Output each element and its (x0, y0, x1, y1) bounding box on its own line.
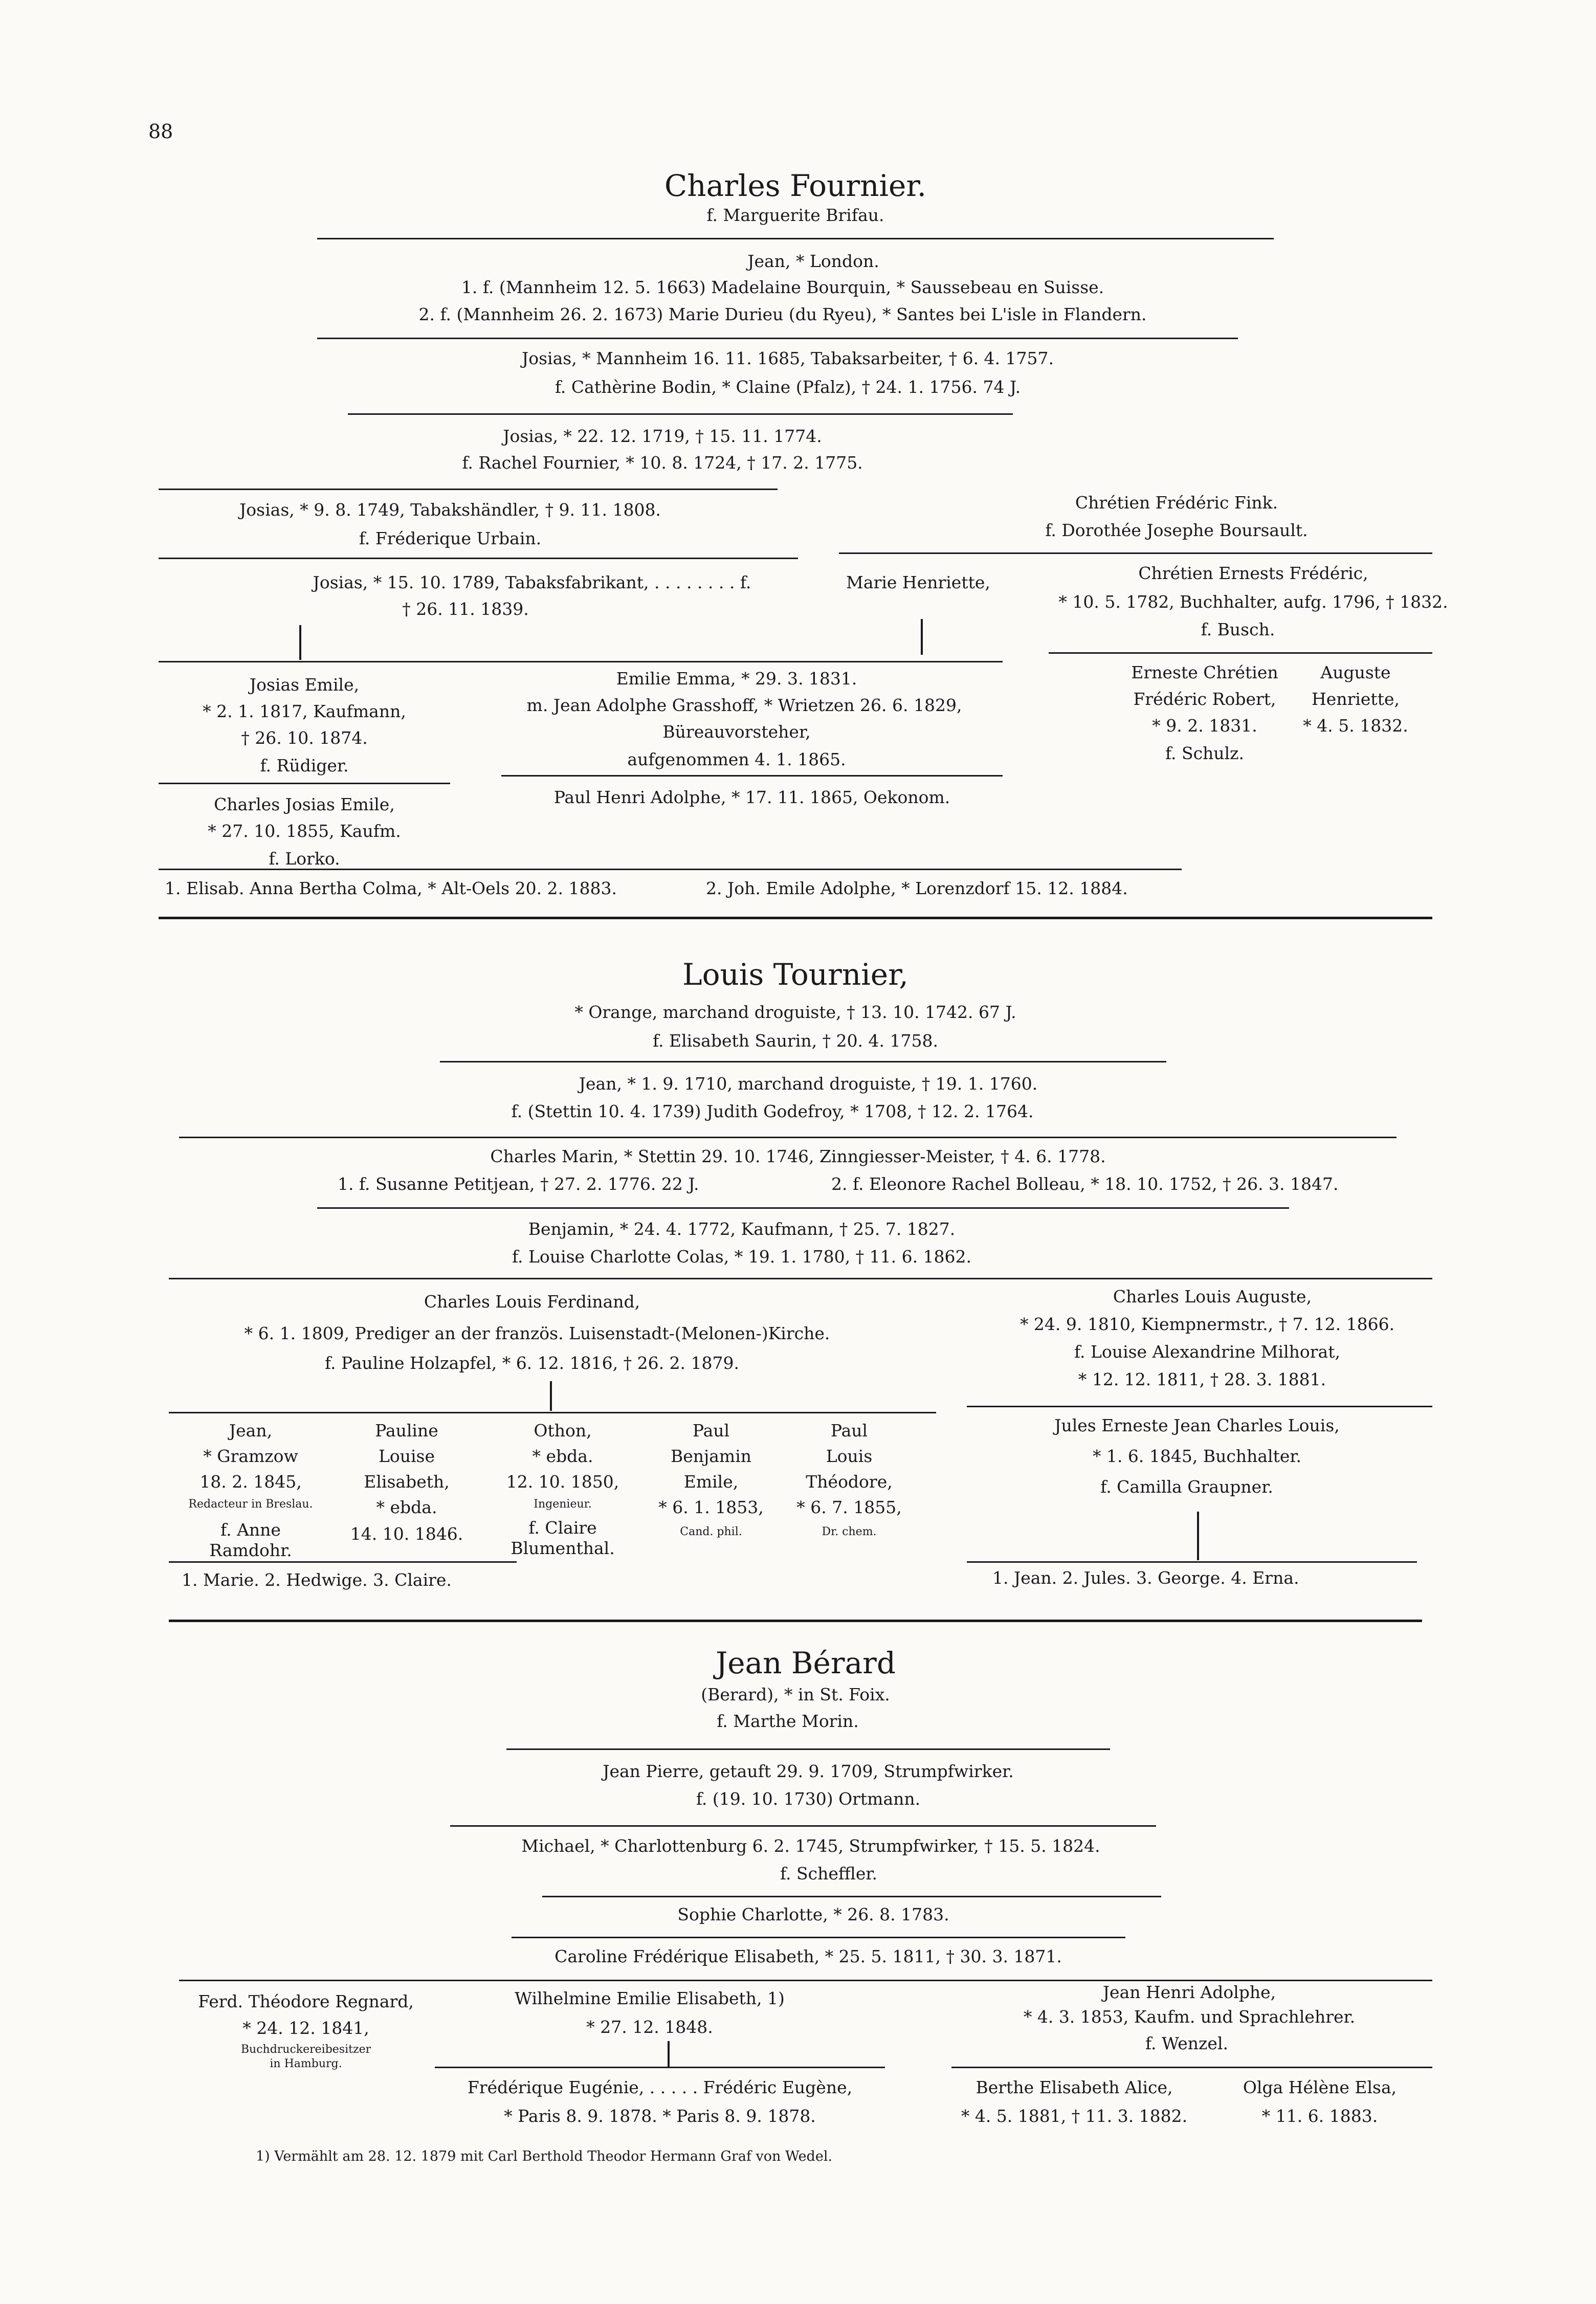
entry-line: * ebda. (532, 1446, 593, 1466)
section-title: Louis Tournier, (682, 957, 908, 992)
branch-line (179, 1980, 1432, 1981)
entry-line: Jules Erneste Jean Charles Louis, (1054, 1415, 1340, 1435)
branch-line (317, 1207, 1289, 1209)
branch-line (542, 1896, 1161, 1897)
entry-line: Paul (692, 1421, 730, 1441)
branch-line (179, 1137, 1396, 1138)
entry-line: f. Anne (220, 1520, 281, 1540)
entry-line: 1. Elisab. Anna Bertha Colma, * Alt-Oels 20. 2. 1883. (165, 878, 617, 898)
entry-line: f. Busch. (1201, 619, 1275, 639)
section-title: Charles Fournier. (664, 168, 927, 203)
entry-line: Frédérique Eugénie, . . . . . Frédéric Eugène, (467, 2077, 853, 2097)
branch-line (450, 1825, 1156, 1827)
entry-line: Elisabeth, (364, 1472, 450, 1492)
connector-line (299, 625, 301, 660)
entry-line: Josias, * 15. 10. 1789, Tabaksfabrikant, . . . . . . . . f. (313, 572, 751, 592)
entry-line: * 11. 6. 1883. (1261, 2106, 1378, 2126)
entry-line: Josias, * 22. 12. 1719, † 15. 11. 1774. (503, 426, 822, 446)
entry-line: Paul Henri Adolphe, * 17. 11. 1865, Oekonom. (553, 787, 950, 807)
branch-line (317, 238, 1274, 239)
entry-line: * Gramzow (203, 1446, 298, 1466)
entry-line: Josias, * 9. 8. 1749, Tabakshändler, † 9. 11. 1808. (239, 500, 661, 520)
entry-line: Redacteur in Breslau. (188, 1498, 313, 1511)
entry-line: f. Marguerite Brifau. (706, 205, 884, 225)
branch-line (317, 338, 1238, 339)
entry-line: * 6. 1. 1853, (658, 1497, 764, 1517)
entry-line: (Berard), * in St. Foix. (701, 1685, 890, 1704)
entry-line: * 27. 12. 1848. (586, 2017, 713, 2037)
entry-line: f. Pauline Holzapfel, * 6. 12. 1816, † 26. 2. 1879. (324, 1353, 740, 1373)
entry-line: f. (19. 10. 1730) Ortmann. (696, 1789, 921, 1809)
entry-line: f. Marthe Morin. (717, 1711, 859, 1731)
entry-line: 1. f. Susanne Petitjean, † 27. 2. 1776. 22 J. (338, 1174, 699, 1194)
connector-line (550, 1381, 552, 1411)
entry-line: † 26. 11. 1839. (402, 599, 529, 619)
entry-line: * 4. 5. 1832. (1303, 716, 1408, 736)
entry-line: * 6. 1. 1809, Prediger an der französ. Luisenstadt-(Melonen-)Kirche. (244, 1323, 830, 1343)
branch-line (159, 869, 1182, 870)
entry-line: Chrétien Frédéric Fink. (1075, 493, 1278, 513)
entry-line: Pauline (375, 1421, 438, 1441)
entry-line: Paul (830, 1421, 868, 1441)
entry-line: * 10. 5. 1782, Buchhalter, aufg. 1796, † 1832. (1058, 592, 1448, 612)
branch-line (169, 1561, 517, 1563)
entry-line: Olga Hélène Elsa, (1243, 2077, 1397, 2097)
entry-line: Chrétien Ernests Frédéric, (1138, 563, 1368, 583)
entry-line: f. Schulz. (1165, 743, 1245, 763)
branch-line (159, 489, 778, 490)
branch-line (440, 1061, 1166, 1062)
entry-line: Emilie Emma, * 29. 3. 1831. (616, 669, 857, 689)
entry-line: 2. f. Eleonore Rachel Bolleau, * 18. 10. 1752, † 26. 3. 1847. (831, 1174, 1339, 1194)
entry-line: 2. Joh. Emile Adolphe, * Lorenzdorf 15. 12. 1884. (706, 878, 1128, 898)
entry-line: 18. 2. 1845, (199, 1472, 302, 1492)
entry-line: Dr. chem. (822, 1525, 877, 1538)
entry-line: Sophie Charlotte, * 26. 8. 1783. (677, 1904, 949, 1924)
entry-line: m. Jean Adolphe Grasshoff, * Wrietzen 26. 6. 1829, (526, 695, 962, 715)
entry-line: Ingenieur. (534, 1498, 592, 1511)
entry-line: Charles Louis Auguste, (1113, 1287, 1312, 1306)
entry-line: * Paris 8. 9. 1878. * Paris 8. 9. 1878. (504, 2106, 816, 2126)
branch-line (169, 1412, 936, 1413)
entry-line: f. Dorothée Josephe Boursault. (1045, 520, 1308, 540)
entry-line: Berthe Elisabeth Alice, (976, 2077, 1173, 2097)
entry-line: Caroline Frédérique Elisabeth, * 25. 5. 1811, † 30. 3. 1871. (555, 1946, 1062, 1966)
entry-line: Louise (378, 1446, 435, 1466)
connector-line (668, 2041, 670, 2067)
entry-line: Michael, * Charlottenburg 6. 2. 1745, Strumpfwirker, † 15. 5. 1824. (521, 1836, 1100, 1856)
entry-line: Erneste Chrétien (1131, 662, 1278, 682)
page-number: 88 (148, 120, 173, 143)
entry-line: in Hamburg. (270, 2057, 342, 2070)
entry-line: * 24. 12. 1841, (242, 2018, 369, 2038)
branch-line (159, 558, 798, 559)
entry-line: Cand. phil. (680, 1525, 742, 1538)
branch-line (435, 2067, 885, 2068)
entry-line: Wilhelmine Emilie Elisabeth, 1) (515, 1988, 785, 2008)
section-divider (169, 1620, 1422, 1622)
entry-line: * 24. 9. 1810, Kiempnermstr., † 7. 12. 1866. (1019, 1314, 1395, 1334)
entry-line: * 6. 7. 1855, (796, 1497, 902, 1517)
entry-line: f. Scheffler. (780, 1864, 878, 1884)
entry-line: * 4. 5. 1881, † 11. 3. 1882. (961, 2106, 1188, 2126)
branch-line (506, 1748, 1110, 1750)
branch-line (967, 1561, 1417, 1563)
entry-line: Théodore, (806, 1472, 893, 1492)
entry-line: * 27. 10. 1855, Kaufm. (208, 821, 401, 841)
section-title: Jean Bérard (715, 1646, 896, 1680)
entry-line: f. Camilla Graupner. (1100, 1477, 1273, 1497)
entry-line: Büreauvorsteher, (662, 722, 811, 742)
entry-line: f. Fréderique Urbain. (359, 528, 542, 548)
entry-line: Louis (826, 1446, 873, 1466)
branch-line (159, 783, 450, 784)
branch-line (967, 1406, 1432, 1407)
entry-line: Josias, * Mannheim 16. 11. 1685, Tabaksarbeiter, † 6. 4. 1757. (522, 348, 1054, 368)
entry-line: Marie Henriette, (846, 572, 990, 592)
entry-line: Buchdruckereibesitzer (240, 2043, 371, 2056)
entry-line: Jean, (229, 1421, 273, 1441)
entry-line: Ferd. Théodore Regnard, (198, 1991, 414, 2011)
entry-line: * 4. 3. 1853, Kaufm. und Sprachlehrer. (1023, 2007, 1356, 2027)
entry-line: * 9. 2. 1831. (1152, 716, 1257, 736)
entry-line: f. Rüdiger. (260, 756, 349, 776)
entry-line: Emile, (683, 1472, 739, 1492)
entry-line: * 1. 6. 1845, Buchhalter. (1092, 1446, 1302, 1466)
entry-line: f. Lorko. (269, 849, 340, 869)
entry-line: f. Claire (528, 1518, 597, 1538)
branch-line (1049, 652, 1432, 654)
entry-line: * ebda. (376, 1497, 437, 1517)
branch-line (512, 1937, 1125, 1938)
connector-line (1197, 1512, 1199, 1560)
entry-line: Henriette, (1312, 689, 1400, 709)
entry-line: Charles Josias Emile, (214, 794, 395, 814)
entry-line: f. Cathèrine Bodin, * Claine (Pfalz), † 24. 1. 1756. 74 J. (555, 377, 1021, 397)
entry-line: * 2. 1. 1817, Kaufmann, (203, 701, 406, 721)
entry-line: f. Rachel Fournier, * 10. 8. 1724, † 17. 2. 1775. (462, 453, 863, 473)
entry-line: 1. f. (Mannheim 12. 5. 1663) Madelaine Bourquin, * Saussebeau en Suisse. (461, 277, 1104, 297)
entry-line: 12. 10. 1850, (506, 1472, 619, 1492)
branch-line (169, 1278, 1432, 1279)
entry-line: f. Louise Alexandrine Milhorat, (1074, 1342, 1340, 1362)
entry-line: Auguste (1320, 662, 1391, 682)
connector-line (921, 619, 923, 655)
branch-line (839, 552, 1432, 554)
entry-line: Ramdohr. (209, 1540, 292, 1560)
entry-line: Blumenthal. (511, 1538, 615, 1558)
branch-line (348, 413, 1013, 415)
entry-line: f. Elisabeth Saurin, † 20. 4. 1758. (653, 1031, 938, 1051)
entry-line: Charles Marin, * Stettin 29. 10. 1746, Zinngiesser-Meister, † 4. 6. 1778. (490, 1146, 1106, 1166)
branch-line (951, 2067, 1432, 2068)
entry-line: f. Louise Charlotte Colas, * 19. 1. 1780, † 11. 6. 1862. (512, 1247, 972, 1267)
branch-line (159, 661, 1003, 662)
entry-line: 1. Jean. 2. Jules. 3. George. 4. Erna. (992, 1568, 1299, 1588)
entry-line: Josias Emile, (249, 675, 360, 695)
entry-line: Jean, * London. (747, 251, 879, 271)
entry-line: Jean Henri Adolphe, (1102, 1982, 1276, 2002)
footnote: 1) Vermählt am 28. 12. 1879 mit Carl Berthold Theodor Hermann Graf von Wedel. (256, 2148, 833, 2164)
branch-line (501, 775, 1003, 777)
section-divider (159, 917, 1432, 919)
entry-line: Othon, (534, 1421, 592, 1441)
entry-line: * 12. 12. 1811, † 28. 3. 1881. (1078, 1369, 1326, 1389)
entry-line: Benjamin (670, 1446, 752, 1466)
entry-line: Frédéric Robert, (1133, 689, 1276, 709)
entry-line: 2. f. (Mannheim 26. 2. 1673) Marie Durieu (du Ryeu), * Santes bei L'isle in Flandern. (418, 304, 1147, 324)
entry-line: aufgenommen 4. 1. 1865. (627, 749, 846, 769)
entry-line: 14. 10. 1846. (350, 1524, 463, 1544)
entry-line: Benjamin, * 24. 4. 1772, Kaufmann, † 25. 7. 1827. (528, 1219, 956, 1239)
entry-line: f. (Stettin 10. 4. 1739) Judith Godefroy, * 1708, † 12. 2. 1764. (511, 1101, 1034, 1121)
entry-line: 1. Marie. 2. Hedwige. 3. Claire. (182, 1570, 452, 1590)
entry-line: Charles Louis Ferdinand, (424, 1292, 640, 1312)
entry-line: Jean, * 1. 9. 1710, marchand droguiste, † 19. 1. 1760. (579, 1074, 1038, 1094)
entry-line: f. Wenzel. (1145, 2033, 1228, 2053)
entry-line: Jean Pierre, getauft 29. 9. 1709, Strumpfwirker. (603, 1761, 1014, 1781)
entry-line: † 26. 10. 1874. (241, 728, 368, 748)
entry-line: * Orange, marchand droguiste, † 13. 10. 1742. 67 J. (574, 1002, 1016, 1022)
